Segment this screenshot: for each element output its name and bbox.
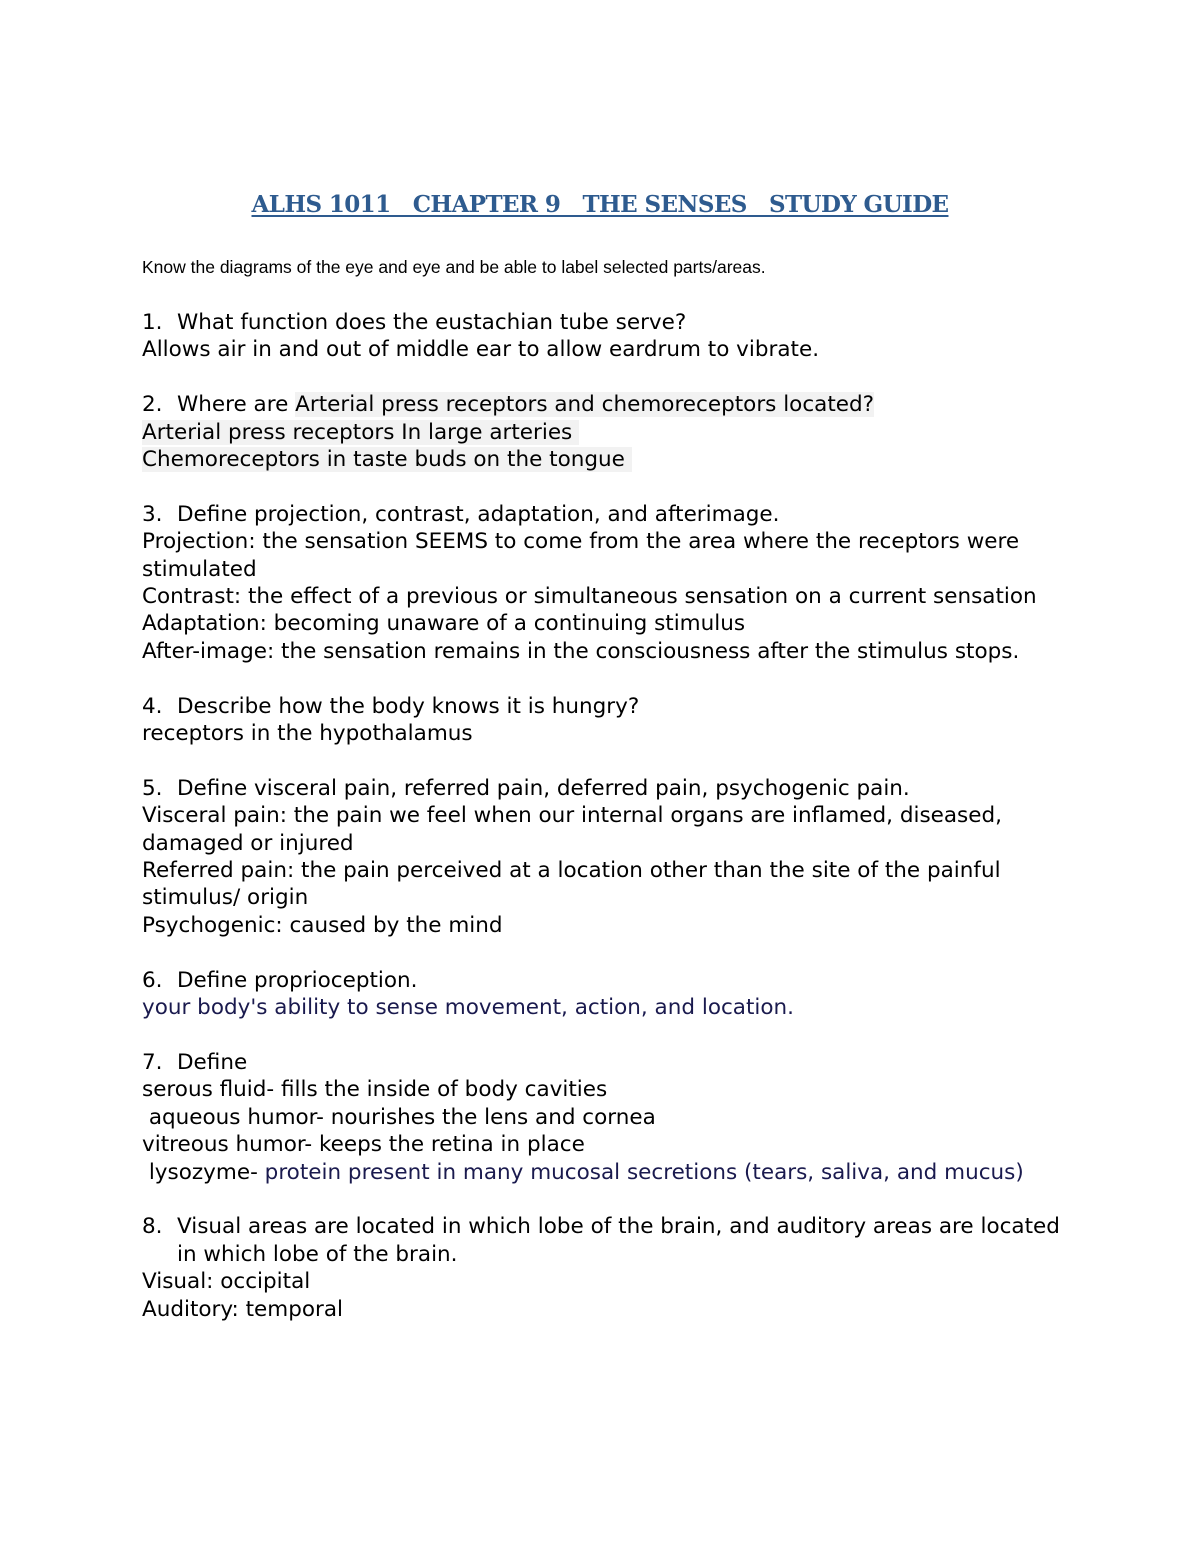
question-8 (142, 1213, 1062, 1323)
question-3-answer-3: Adaptation: becoming unaware of a continuing stimulus (142, 611, 746, 637)
question-7-answer-3: vitreous humor- keeps the retina in place (142, 1132, 585, 1158)
question-4-prompt: 4. Describe how the body knows it is hungry? (142, 693, 640, 719)
question-4-answer: receptors in the hypothalamus (142, 721, 473, 747)
question-5-answer-1: Visceral pain: the pain we feel when our internal organs are inflamed, diseased, damaged or injured (142, 803, 1002, 856)
question-2-answer-2: Chemoreceptors in taste buds on the tongue (142, 447, 632, 473)
question-7-prompt: 7. Define (142, 1049, 248, 1075)
question-2-answer-1: Arterial press receptors In large arteries (142, 419, 580, 445)
question-list (142, 309, 1062, 1350)
question-5-answer-3: Psychogenic: caused by the mind (142, 912, 503, 938)
question-8-answer-2: Auditory: temporal (142, 1296, 344, 1322)
question-7-answer-1: serous fluid- fills the inside of body cavities (142, 1077, 608, 1103)
question-7-answer-2: aqueous humor- nourishes the lens and cornea (142, 1104, 656, 1130)
question-6 (142, 967, 1062, 1022)
question-5-answer-2: Referred pain: the pain perceived at a location other than the site of the painful stimulus/ origin (142, 858, 1001, 911)
question-3-prompt: 3. Define projection, contrast, adaptation, and afterimage. (142, 501, 780, 527)
question-4 (142, 693, 1062, 748)
question-8-prompt: 8. Visual areas are located in which lobe of the brain, and auditory areas are located in which lobe of the brain. (142, 1214, 1060, 1267)
question-7 (142, 1049, 1062, 1186)
page-title: ALHS 1011 CHAPTER 9 THE SENSES STUDY GUIDE (251, 191, 949, 218)
question-3-answer-1: Projection: the sensation SEEMS to come from the area where the receptors were stimulated (142, 529, 1020, 582)
question-1 (142, 309, 1062, 364)
question-3 (142, 501, 1062, 665)
question-2-prompt: 2. Where are Arterial press receptors and chemoreceptors located? (142, 392, 875, 418)
question-1-prompt: 1. What function does the eustachian tube serve? (142, 310, 687, 335)
question-5 (142, 775, 1062, 939)
question-6-prompt: 6. Define proprioception. (142, 967, 418, 993)
question-5-prompt: 5. Define visceral pain, referred pain, deferred pain, psychogenic pain. (142, 775, 910, 801)
question-2 (142, 391, 1062, 473)
question-7-answer-4: lysozyme- protein present in many mucosal secretions (tears, saliva, and mucus) (142, 1159, 1024, 1185)
question-8-answer-1: Visual: occipital (142, 1269, 311, 1295)
question-1-answer: Allows air in and out of middle ear to allow eardrum to vibrate. (142, 337, 820, 363)
intro-text: Know the diagrams of the eye and eye and be able to label selected parts/areas. (142, 257, 766, 277)
question-3-answer-4: After-image: the sensation remains in the consciousness after the stimulus stops. (142, 638, 1020, 664)
question-3-answer-2: Contrast: the effect of a previous or simultaneous sensation on a current sensation (142, 584, 1037, 610)
question-6-answer: your body's ability to sense movement, action, and location. (142, 995, 794, 1021)
